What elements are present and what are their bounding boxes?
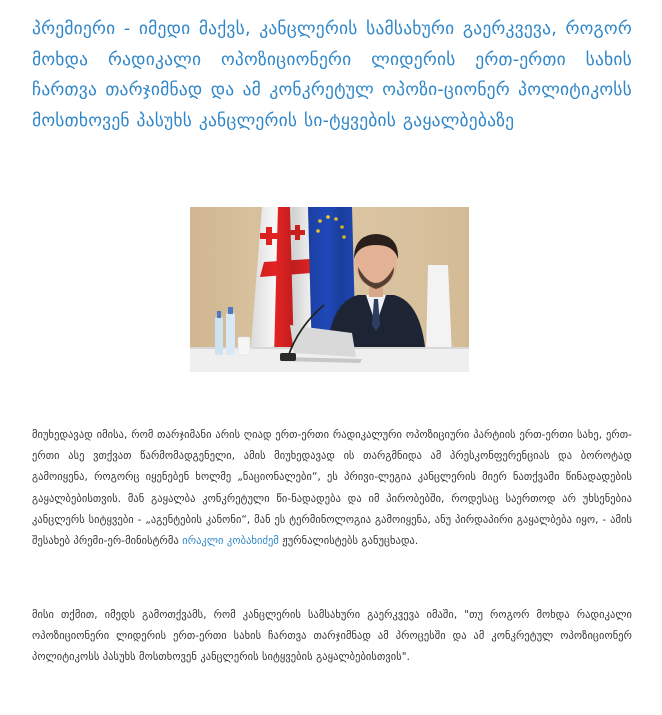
article-photo: [190, 207, 469, 372]
article-headline: პრემიერი - იმედი მაქვს, კანცლერის სამსახური გაერკვევა, როგორ მოხდა რადიკალი ოპოზიციონერი ლიდერის ერთ-ერთი სახის ჩართვა თარჯიმნად და ამ კონკრეტულ ოპოზი-ციონერ პოლიტიკოსს მოსთხოვენ პასუხს კანცლერის სი-ტყვების გაყალბებაზე: [32, 19, 632, 131]
paragraph-1-text: მიუხედავად იმისა, რომ თარჯიმანი არის ღიად ერთ-ერთი რადიკალური ოპოზიციური პარტიის ერთ-ერთი სახე, ერთ-ერთი ასე ვთქვათ წარმომადგენელი, ამის მიუხედავად ის თარგმნიდა ამ პრესკონფერენციას და ბოროტად გამოიყენა, როგორც იყენებენ ხოლმე „ნაციონალები“, ეს პრივი-ლეგია კანცლერის მიერ ნათქვამი წინადადების გაყალბებისთვის. მან გაყალბა კონკრეტული წი-ნადადება და იმ პირობებში, როდესაც საერთოდ არ უხსენებია კანცლერს სიტყვები - „აგენტების კანონი“, მან ეს ტერმინოლოგია გამოიყენა, ანუ პირდაპირი გაყალბება იყო, - ამის შესახებ პრემი-ერ-მინისტრმა: [32, 429, 632, 548]
paragraph-1-ending: ჟურნალისტებს განუცხადა.: [278, 535, 419, 548]
article-paragraph-2: მისი თქმით, იმედს გამოთქვამს, რომ კანცლერის სამსახური გაერკვევა იმაში, "თუ როგორ მოხდა რადიკალი ოპოზიციონერი ლიდერის ერთ-ერთი სახის ჩართვა თარჯიმნად ამ პროცესში და ამ კონკრეტულ ოპოზიციონერ პოლიტიკოსს პასუხს მოსთხოვენ კანცლერის სიტყვების გაყალბებისთვის".: [32, 609, 632, 664]
person-link[interactable]: ირაკლი კობახიძემ: [182, 535, 279, 548]
prime-minister-photo-icon: [190, 207, 469, 372]
article-paragraph-1: [32, 425, 632, 552]
